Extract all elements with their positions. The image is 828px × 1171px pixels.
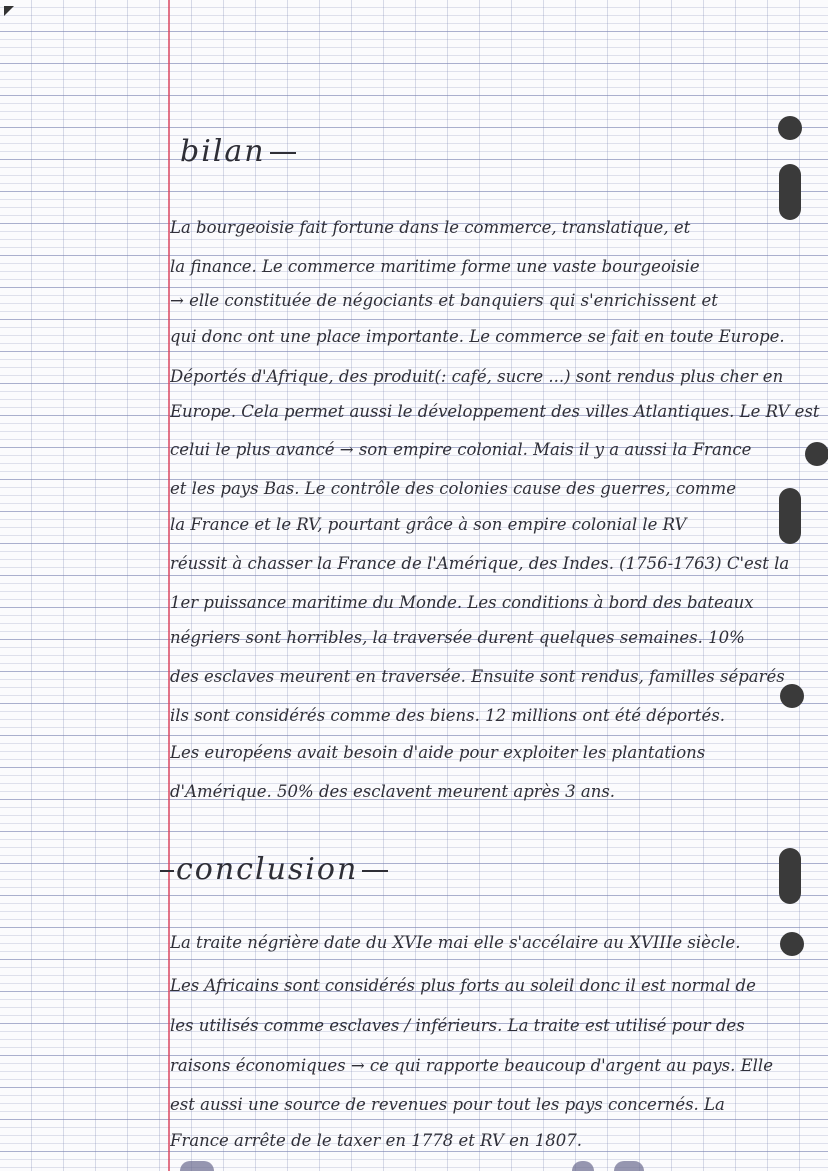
text-line: La bourgeoisie fait fortune dans le commerce, translatique, et (170, 218, 691, 237)
text-line: celui le plus avancé → son empire colonial. Mais il y a aussi la France (170, 440, 752, 459)
text-line: d'Amérique. 50% des esclavent meurent après 3 ans. (170, 782, 616, 801)
section-title-bilan: bilan (180, 134, 296, 169)
text-line: des esclaves meurent en traversée. Ensuite sont rendus, familles séparés (170, 667, 785, 686)
text-line: les utilisés comme esclaves / inférieurs. La traite est utilisé pour des (170, 1016, 745, 1035)
text-line: la finance. Le commerce maritime forme une vaste bourgeoisie (170, 257, 700, 276)
page-edge-mark (180, 1161, 214, 1171)
text-line: La traite négrière date du XVIe mai elle s'accélaire au XVIIIe siècle. (170, 933, 741, 952)
text-line: et les pays Bas. Le contrôle des colonies cause des guerres, comme (170, 479, 736, 498)
corner-mark (4, 6, 14, 16)
page-edge-mark (572, 1161, 594, 1171)
section-title-conclusion: conclusion (160, 852, 388, 887)
text-line: raisons économiques → ce qui rapporte beaucoup d'argent au pays. Elle (170, 1056, 773, 1075)
punch-hole (780, 684, 804, 708)
text-line: → elle constituée de négociants et banquiers qui s'enrichissent et (170, 291, 718, 310)
text-line: ils sont considérés comme des biens. 12 millions ont été déportés. (170, 706, 726, 725)
text-line: Déportés d'Afrique, des produit(: café, sucre ...) sont rendus plus cher en (170, 367, 784, 386)
text-line: la France et le RV, pourtant grâce à son empire colonial le RV (170, 515, 687, 534)
page-edge-mark (614, 1161, 644, 1171)
text-line: négriers sont horribles, la traversée durent quelques semaines. 10% (170, 628, 745, 647)
text-line: qui donc ont une place importante. Le commerce se fait en toute Europe. (170, 327, 785, 346)
punch-hole (778, 116, 802, 140)
text-line: est aussi une source de revenues pour tout les pays concernés. La (170, 1095, 725, 1114)
text-line: Les européens avait besoin d'aide pour exploiter les plantations (170, 743, 706, 762)
punch-hole (779, 164, 801, 220)
text-line: réussit à chasser la France de l'Amérique, des Indes. (1756-1763) C'est la (170, 554, 790, 573)
text-line: France arrête de le taxer en 1778 et RV en 1807. (170, 1131, 582, 1150)
text-line: Les Africains sont considérés plus forts au soleil donc il est normal de (170, 976, 756, 995)
text-line: 1er puissance maritime du Monde. Les conditions à bord des bateaux (170, 593, 754, 612)
text-line: Europe. Cela permet aussi le développement des villes Atlantiques. Le RV est (170, 402, 820, 421)
punch-hole (779, 848, 801, 904)
